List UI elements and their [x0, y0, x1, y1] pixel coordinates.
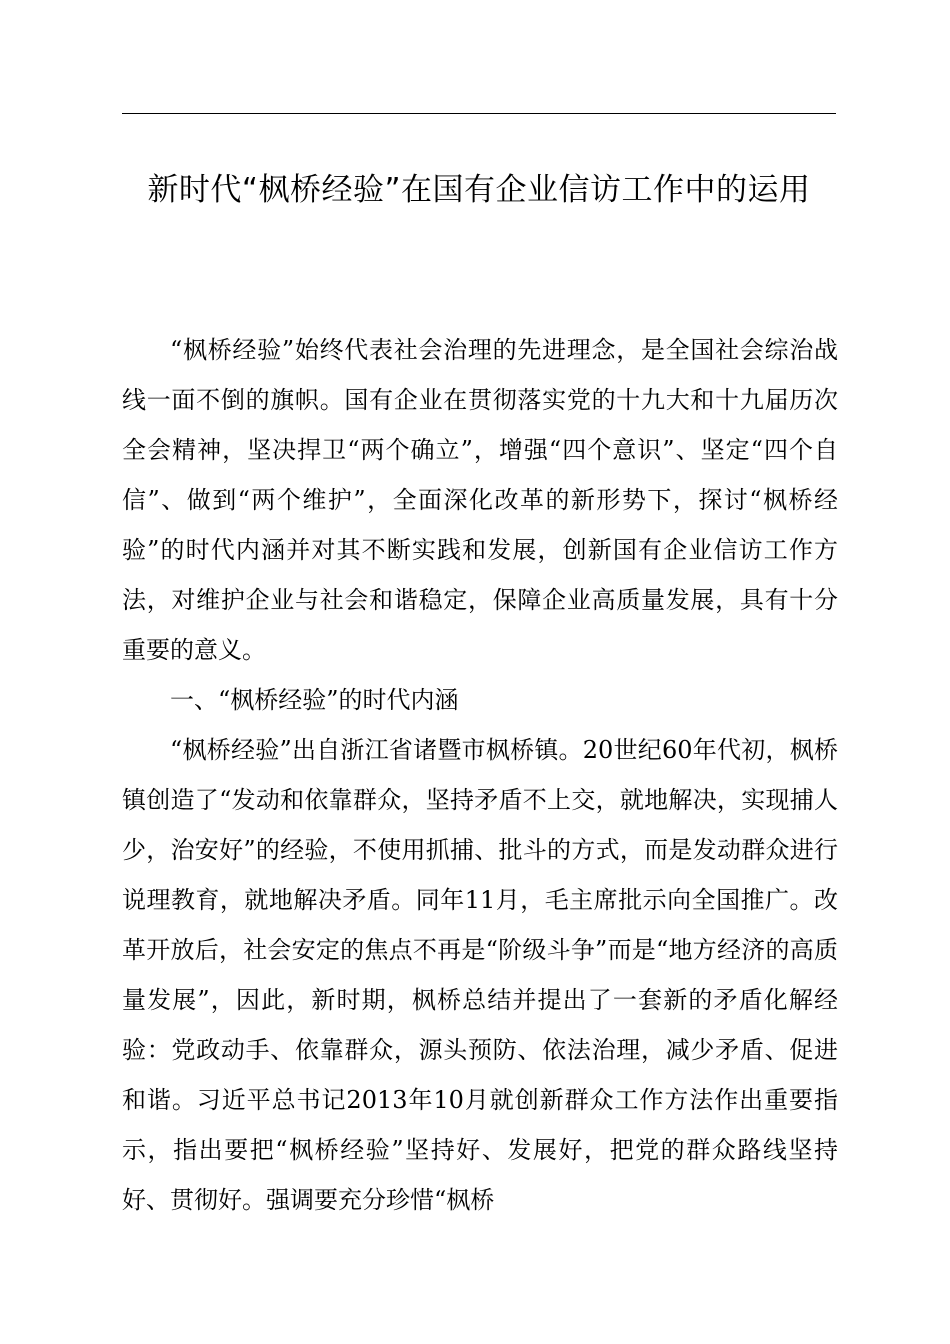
paragraph-intro: “枫桥经验”始终代表社会治理的先进理念，是全国社会综治战线一面不倒的旗帜。国有企业在贯彻落实党的十九大和十九届历次全会精神，坚决捍卫“两个确立”，增强“四个意识”、坚定“四个自信”、做到“两个维护”，全面深化改革的新形势下，探讨“枫桥经验”的时代内涵并对其不断实践和发展，创新国有企业信访工作方法，对维护企业与社会和谐稳定，保障企业高质量发展，具有十分重要的意义。: [122, 336, 838, 664]
header-rule: [122, 113, 836, 114]
document-title: 新时代“枫桥经验”在国有企业信访工作中的运用: [147, 172, 811, 208]
document-body: [122, 325, 838, 1225]
paragraph-origin: “枫桥经验”出自浙江省诸暨市枫桥镇。20世纪60年代初，枫桥镇创造了“发动和依靠群众，坚持矛盾不上交，就地解决，实现捕人少，治安好”的经验，不使用抓捕、批斗的方式，而是发动群众进行说理教育，就地解决矛盾。同年11月，毛主席批示向全国推广。改革开放后，社会安定的焦点不再是“阶级斗争”而是“地方经济的高质量发展”，因此，新时期，枫桥总结并提出了一套新的矛盾化解经验：党政动手、依靠群众，源头预防、依法治理，减少矛盾、促进和谐。习近平总书记2013年10月就创新群众工作方法作出重要指示，指出要把“枫桥经验”坚持好、发展好，把党的群众路线坚持好、贯彻好。强调要充分珍惜“枫桥: [122, 736, 838, 1214]
section-heading: 一、“枫桥经验”的时代内涵: [170, 686, 459, 714]
